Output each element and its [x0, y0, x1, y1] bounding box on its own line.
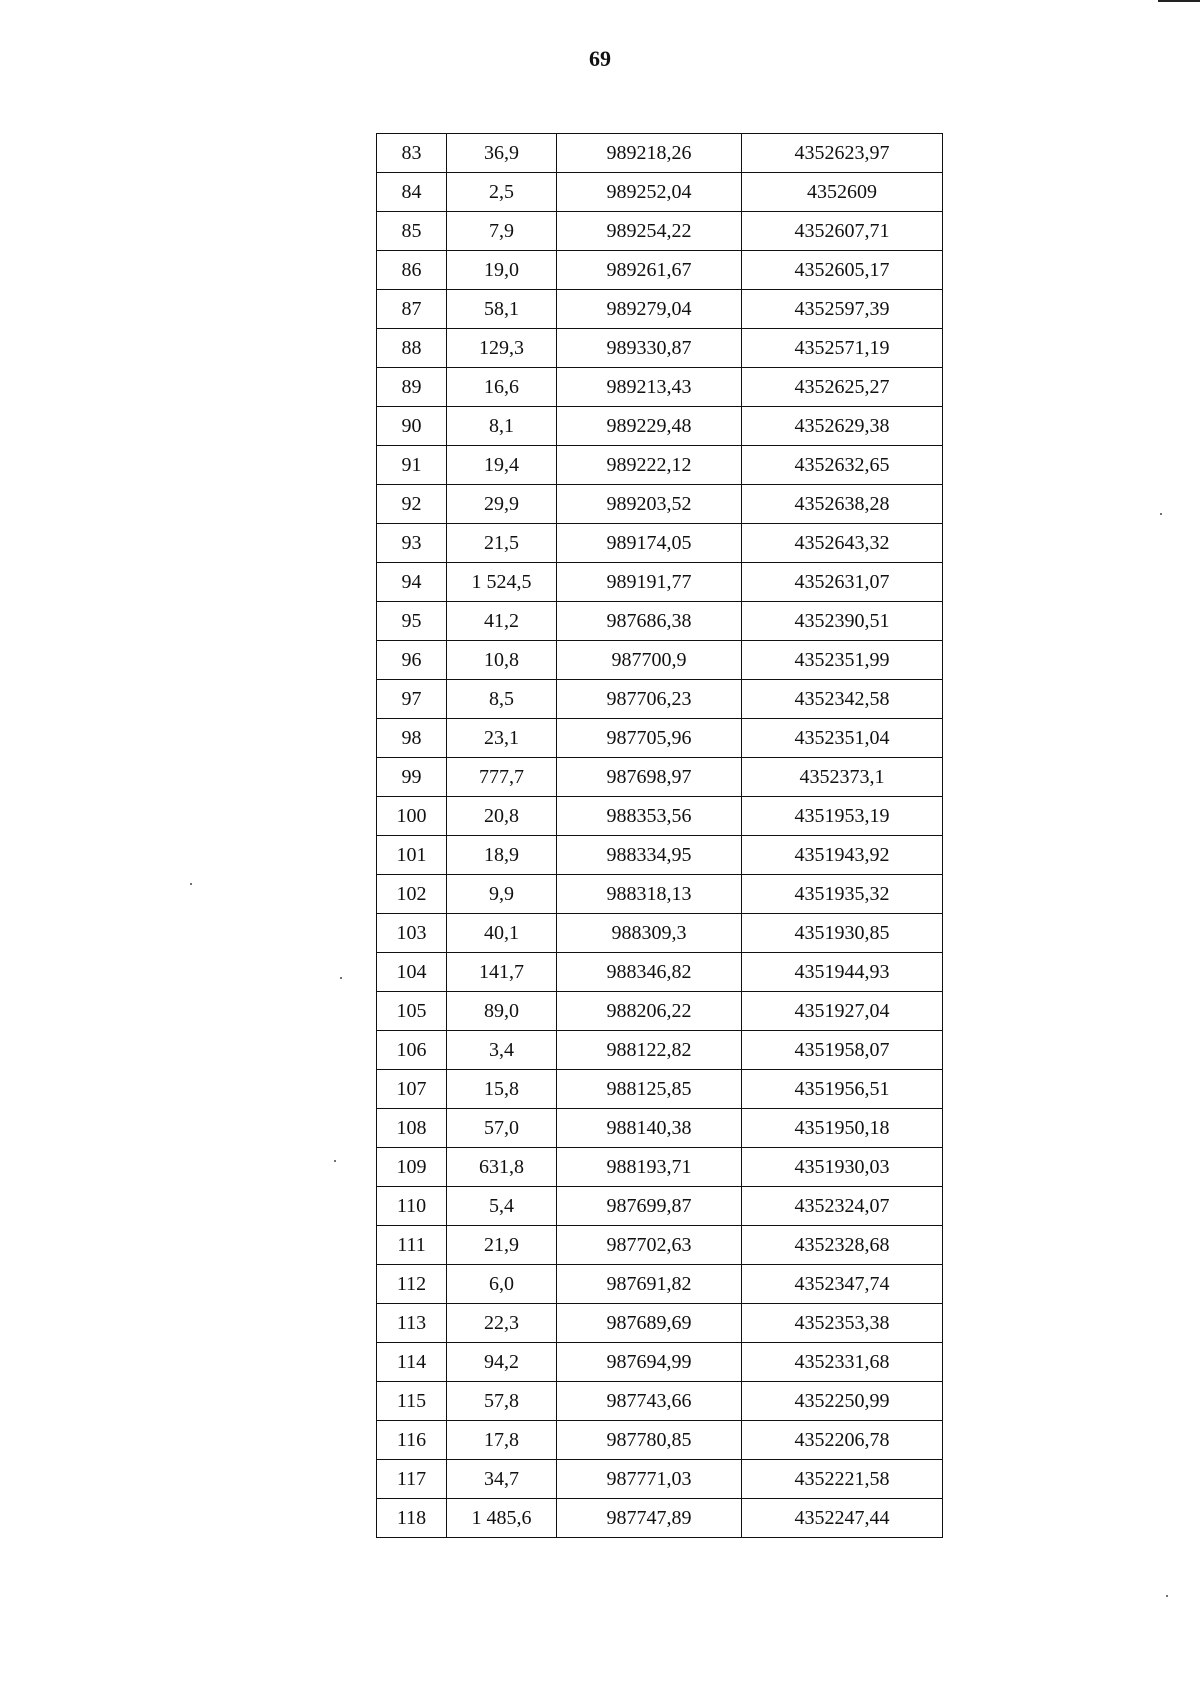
length-cell: 9,9 — [447, 875, 557, 914]
table-row — [377, 251, 943, 290]
point-number-cell: 111 — [377, 1226, 447, 1265]
length-cell: 5,4 — [447, 1187, 557, 1226]
y-coordinate-cell: 4352390,51 — [742, 602, 943, 641]
x-coordinate-cell: 989330,87 — [557, 329, 742, 368]
x-coordinate-cell: 989254,22 — [557, 212, 742, 251]
length-cell: 8,5 — [447, 680, 557, 719]
y-coordinate-cell: 4352629,38 — [742, 407, 943, 446]
point-number-cell: 88 — [377, 329, 447, 368]
table-row — [377, 134, 943, 173]
y-coordinate-cell: 4352247,44 — [742, 1499, 943, 1538]
table-row — [377, 914, 943, 953]
table-body — [377, 134, 943, 1538]
point-number-cell: 112 — [377, 1265, 447, 1304]
coordinates-table-container — [376, 133, 942, 1538]
table-row — [377, 485, 943, 524]
table-row — [377, 329, 943, 368]
length-cell: 3,4 — [447, 1031, 557, 1070]
x-coordinate-cell: 987780,85 — [557, 1421, 742, 1460]
y-coordinate-cell: 4352250,99 — [742, 1382, 943, 1421]
table-row — [377, 1499, 943, 1538]
y-coordinate-cell: 4351927,04 — [742, 992, 943, 1031]
y-coordinate-cell: 4351956,51 — [742, 1070, 943, 1109]
coordinates-table — [376, 133, 943, 1538]
y-coordinate-cell: 4351958,07 — [742, 1031, 943, 1070]
point-number-cell: 115 — [377, 1382, 447, 1421]
point-number-cell: 116 — [377, 1421, 447, 1460]
x-coordinate-cell: 988125,85 — [557, 1070, 742, 1109]
point-number-cell: 110 — [377, 1187, 447, 1226]
length-cell: 36,9 — [447, 134, 557, 173]
length-cell: 57,8 — [447, 1382, 557, 1421]
point-number-cell: 103 — [377, 914, 447, 953]
x-coordinate-cell: 989229,48 — [557, 407, 742, 446]
length-cell: 10,8 — [447, 641, 557, 680]
point-number-cell: 107 — [377, 1070, 447, 1109]
x-coordinate-cell: 987698,97 — [557, 758, 742, 797]
x-coordinate-cell: 987771,03 — [557, 1460, 742, 1499]
table-row — [377, 1148, 943, 1187]
table-row — [377, 680, 943, 719]
length-cell: 1 524,5 — [447, 563, 557, 602]
length-cell: 23,1 — [447, 719, 557, 758]
x-coordinate-cell: 988122,82 — [557, 1031, 742, 1070]
table-row — [377, 953, 943, 992]
y-coordinate-cell: 4352221,58 — [742, 1460, 943, 1499]
point-number-cell: 93 — [377, 524, 447, 563]
length-cell: 2,5 — [447, 173, 557, 212]
point-number-cell: 91 — [377, 446, 447, 485]
point-number-cell: 108 — [377, 1109, 447, 1148]
x-coordinate-cell: 988309,3 — [557, 914, 742, 953]
length-cell: 16,6 — [447, 368, 557, 407]
y-coordinate-cell: 4352342,58 — [742, 680, 943, 719]
table-row — [377, 1070, 943, 1109]
y-coordinate-cell: 4352605,17 — [742, 251, 943, 290]
y-coordinate-cell: 4352373,1 — [742, 758, 943, 797]
scan-speck — [1160, 513, 1162, 515]
table-row — [377, 797, 943, 836]
point-number-cell: 105 — [377, 992, 447, 1031]
point-number-cell: 114 — [377, 1343, 447, 1382]
x-coordinate-cell: 987706,23 — [557, 680, 742, 719]
point-number-cell: 104 — [377, 953, 447, 992]
table-row — [377, 173, 943, 212]
length-cell: 141,7 — [447, 953, 557, 992]
length-cell: 19,4 — [447, 446, 557, 485]
table-row — [377, 1109, 943, 1148]
x-coordinate-cell: 989218,26 — [557, 134, 742, 173]
table-row — [377, 407, 943, 446]
point-number-cell: 118 — [377, 1499, 447, 1538]
y-coordinate-cell: 4352631,07 — [742, 563, 943, 602]
scan-edge-mark — [1158, 0, 1200, 2]
table-row — [377, 992, 943, 1031]
point-number-cell: 109 — [377, 1148, 447, 1187]
y-coordinate-cell: 4352324,07 — [742, 1187, 943, 1226]
y-coordinate-cell: 4352625,27 — [742, 368, 943, 407]
point-number-cell: 92 — [377, 485, 447, 524]
x-coordinate-cell: 989222,12 — [557, 446, 742, 485]
length-cell: 1 485,6 — [447, 1499, 557, 1538]
length-cell: 34,7 — [447, 1460, 557, 1499]
x-coordinate-cell: 987691,82 — [557, 1265, 742, 1304]
y-coordinate-cell: 4352347,74 — [742, 1265, 943, 1304]
point-number-cell: 84 — [377, 173, 447, 212]
y-coordinate-cell: 4352331,68 — [742, 1343, 943, 1382]
length-cell: 29,9 — [447, 485, 557, 524]
x-coordinate-cell: 987705,96 — [557, 719, 742, 758]
table-row — [377, 368, 943, 407]
y-coordinate-cell: 4351944,93 — [742, 953, 943, 992]
point-number-cell: 113 — [377, 1304, 447, 1343]
point-number-cell: 95 — [377, 602, 447, 641]
length-cell: 57,0 — [447, 1109, 557, 1148]
x-coordinate-cell: 989203,52 — [557, 485, 742, 524]
length-cell: 8,1 — [447, 407, 557, 446]
table-row — [377, 446, 943, 485]
length-cell: 7,9 — [447, 212, 557, 251]
point-number-cell: 102 — [377, 875, 447, 914]
y-coordinate-cell: 4351943,92 — [742, 836, 943, 875]
point-number-cell: 87 — [377, 290, 447, 329]
length-cell: 21,9 — [447, 1226, 557, 1265]
x-coordinate-cell: 987700,9 — [557, 641, 742, 680]
table-row — [377, 212, 943, 251]
x-coordinate-cell: 987694,99 — [557, 1343, 742, 1382]
point-number-cell: 98 — [377, 719, 447, 758]
x-coordinate-cell: 988334,95 — [557, 836, 742, 875]
table-row — [377, 1265, 943, 1304]
point-number-cell: 83 — [377, 134, 447, 173]
x-coordinate-cell: 989261,67 — [557, 251, 742, 290]
x-coordinate-cell: 988353,56 — [557, 797, 742, 836]
length-cell: 631,8 — [447, 1148, 557, 1187]
table-row — [377, 641, 943, 680]
y-coordinate-cell: 4352328,68 — [742, 1226, 943, 1265]
y-coordinate-cell: 4352607,71 — [742, 212, 943, 251]
x-coordinate-cell: 988346,82 — [557, 953, 742, 992]
point-number-cell: 101 — [377, 836, 447, 875]
length-cell: 6,0 — [447, 1265, 557, 1304]
y-coordinate-cell: 4352597,39 — [742, 290, 943, 329]
table-row — [377, 719, 943, 758]
y-coordinate-cell: 4351950,18 — [742, 1109, 943, 1148]
x-coordinate-cell: 987699,87 — [557, 1187, 742, 1226]
point-number-cell: 89 — [377, 368, 447, 407]
table-row — [377, 1187, 943, 1226]
point-number-cell: 90 — [377, 407, 447, 446]
table-row — [377, 836, 943, 875]
table-row — [377, 1421, 943, 1460]
table-row — [377, 1031, 943, 1070]
scan-speck — [334, 1160, 336, 1162]
point-number-cell: 86 — [377, 251, 447, 290]
y-coordinate-cell: 4351953,19 — [742, 797, 943, 836]
table-row — [377, 1382, 943, 1421]
point-number-cell: 94 — [377, 563, 447, 602]
length-cell: 19,0 — [447, 251, 557, 290]
length-cell: 89,0 — [447, 992, 557, 1031]
length-cell: 777,7 — [447, 758, 557, 797]
table-row — [377, 563, 943, 602]
x-coordinate-cell: 987686,38 — [557, 602, 742, 641]
table-row — [377, 1343, 943, 1382]
y-coordinate-cell: 4352571,19 — [742, 329, 943, 368]
length-cell: 17,8 — [447, 1421, 557, 1460]
length-cell: 94,2 — [447, 1343, 557, 1382]
length-cell: 18,9 — [447, 836, 557, 875]
point-number-cell: 117 — [377, 1460, 447, 1499]
y-coordinate-cell: 4352638,28 — [742, 485, 943, 524]
y-coordinate-cell: 4352632,65 — [742, 446, 943, 485]
scan-speck — [190, 883, 192, 885]
y-coordinate-cell: 4352351,99 — [742, 641, 943, 680]
table-row — [377, 1304, 943, 1343]
table-row — [377, 1226, 943, 1265]
y-coordinate-cell: 4352643,32 — [742, 524, 943, 563]
y-coordinate-cell: 4352206,78 — [742, 1421, 943, 1460]
length-cell: 41,2 — [447, 602, 557, 641]
y-coordinate-cell: 4351930,03 — [742, 1148, 943, 1187]
x-coordinate-cell: 988140,38 — [557, 1109, 742, 1148]
x-coordinate-cell: 989213,43 — [557, 368, 742, 407]
point-number-cell: 99 — [377, 758, 447, 797]
y-coordinate-cell: 4352351,04 — [742, 719, 943, 758]
x-coordinate-cell: 987747,89 — [557, 1499, 742, 1538]
x-coordinate-cell: 987743,66 — [557, 1382, 742, 1421]
y-coordinate-cell: 4352353,38 — [742, 1304, 943, 1343]
length-cell: 22,3 — [447, 1304, 557, 1343]
scan-speck — [1166, 1595, 1168, 1597]
x-coordinate-cell: 988318,13 — [557, 875, 742, 914]
x-coordinate-cell: 989252,04 — [557, 173, 742, 212]
x-coordinate-cell: 989191,77 — [557, 563, 742, 602]
length-cell: 20,8 — [447, 797, 557, 836]
x-coordinate-cell: 988193,71 — [557, 1148, 742, 1187]
table-row — [377, 1460, 943, 1499]
table-row — [377, 875, 943, 914]
x-coordinate-cell: 989174,05 — [557, 524, 742, 563]
table-row — [377, 524, 943, 563]
length-cell: 21,5 — [447, 524, 557, 563]
length-cell: 40,1 — [447, 914, 557, 953]
y-coordinate-cell: 4352609 — [742, 173, 943, 212]
point-number-cell: 85 — [377, 212, 447, 251]
x-coordinate-cell: 987702,63 — [557, 1226, 742, 1265]
point-number-cell: 106 — [377, 1031, 447, 1070]
page-number: 69 — [589, 46, 611, 71]
x-coordinate-cell: 987689,69 — [557, 1304, 742, 1343]
y-coordinate-cell: 4351935,32 — [742, 875, 943, 914]
point-number-cell: 96 — [377, 641, 447, 680]
x-coordinate-cell: 989279,04 — [557, 290, 742, 329]
table-row — [377, 758, 943, 797]
length-cell: 58,1 — [447, 290, 557, 329]
table-row — [377, 290, 943, 329]
y-coordinate-cell: 4352623,97 — [742, 134, 943, 173]
x-coordinate-cell: 988206,22 — [557, 992, 742, 1031]
y-coordinate-cell: 4351930,85 — [742, 914, 943, 953]
length-cell: 15,8 — [447, 1070, 557, 1109]
table-row — [377, 602, 943, 641]
point-number-cell: 97 — [377, 680, 447, 719]
scan-speck — [340, 977, 342, 979]
length-cell: 129,3 — [447, 329, 557, 368]
point-number-cell: 100 — [377, 797, 447, 836]
